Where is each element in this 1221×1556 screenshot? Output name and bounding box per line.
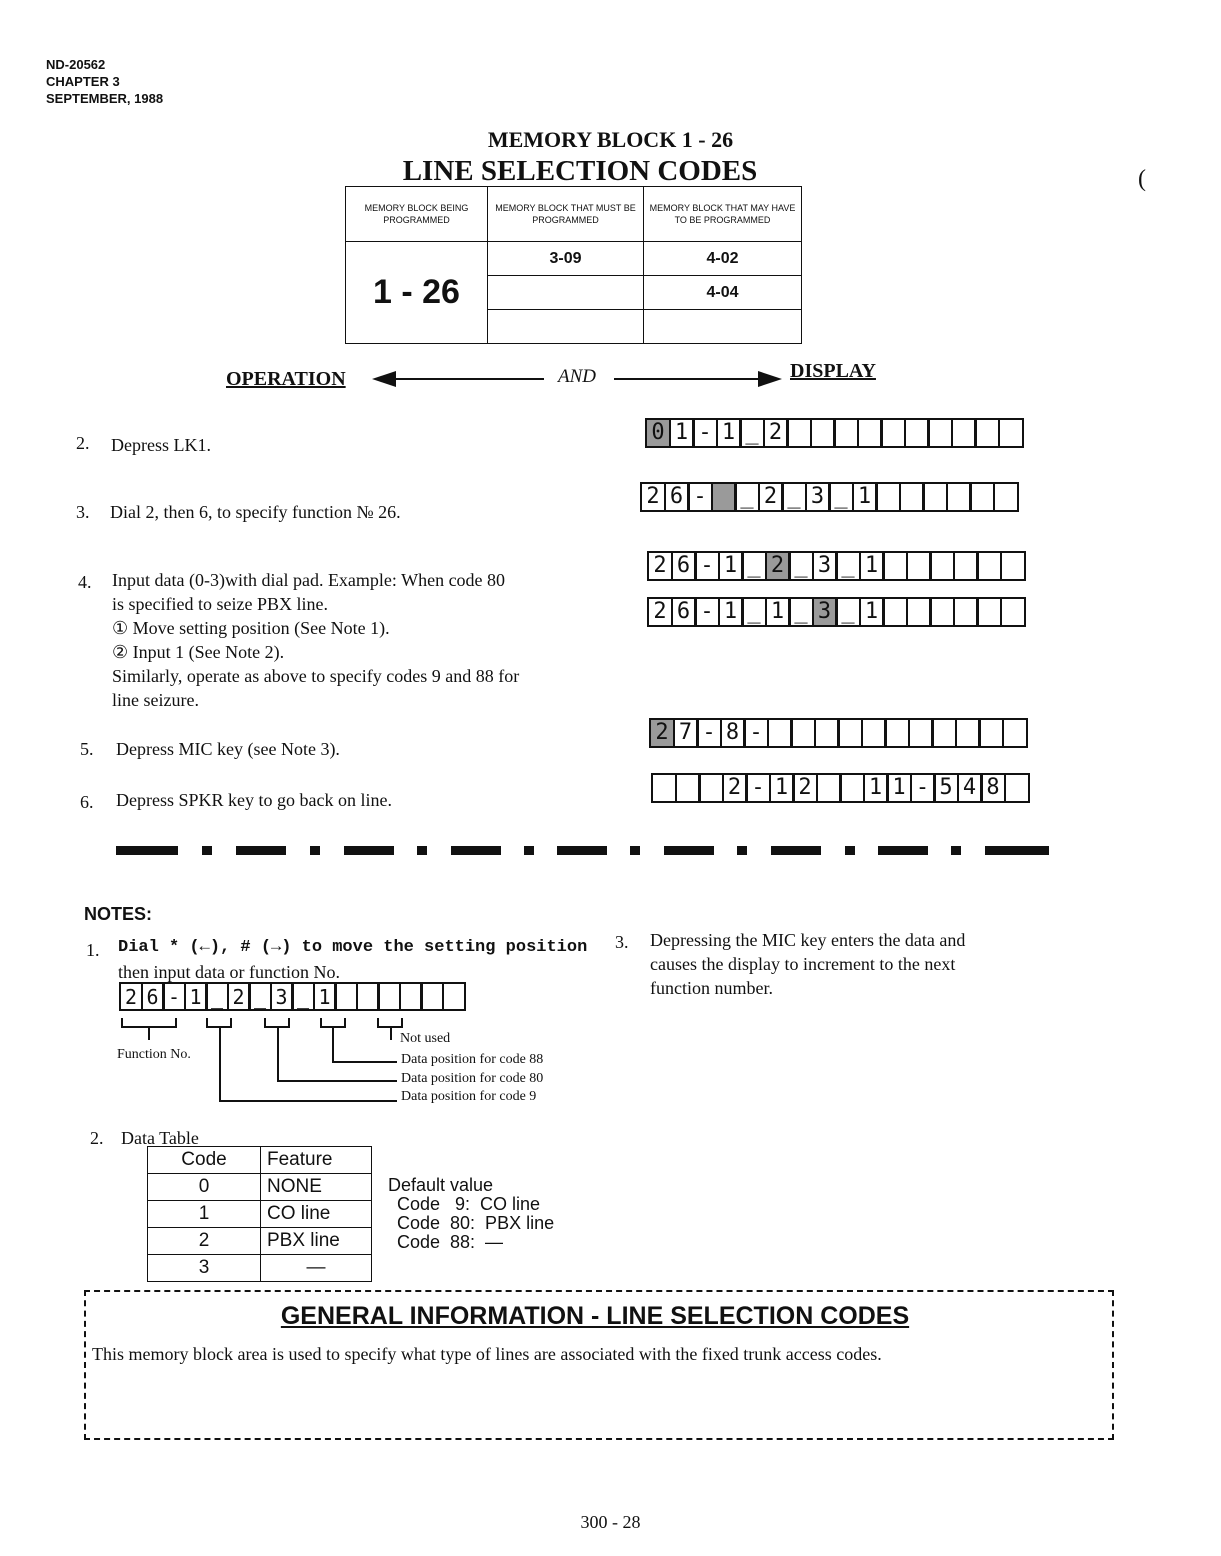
right-arrow-icon [758, 371, 782, 387]
lcd-cell: 2 [722, 773, 748, 803]
lcd-cell [837, 718, 863, 748]
lcd-display-step4a [647, 551, 1023, 581]
lcd-cell: 1 [718, 597, 744, 627]
doc-id: ND-20562 [46, 57, 106, 72]
table-row [148, 1201, 372, 1228]
code-cell: 3 [148, 1255, 261, 1282]
dash-dot [524, 846, 534, 855]
mb-col1-header: MEMORY BLOCK BEING PROGRAMMED [346, 187, 488, 242]
lcd-cell [442, 982, 466, 1011]
lcd-cell [904, 418, 930, 448]
lcd-cell [857, 418, 883, 448]
lcd-cell [931, 718, 957, 748]
lcd-cell: _ [291, 982, 315, 1011]
lcd-cell [839, 773, 865, 803]
dash-segment [664, 846, 714, 855]
lcd-cell: _ [788, 551, 814, 581]
lcd-cell: - [696, 718, 722, 748]
lcd-display-step4b [647, 597, 1023, 627]
note3-line3: function number. [650, 978, 773, 998]
lcd-cell [356, 982, 380, 1011]
lcd-cell [875, 482, 901, 512]
lcd-cell: 1 [718, 551, 744, 581]
step3-text: Dial 2, then 6, to specify function № 26. [110, 502, 401, 522]
lcd-cell: _ [739, 418, 765, 448]
lcd-cell [790, 718, 816, 748]
lcd-cell [882, 551, 908, 581]
lcd-cell: _ [828, 482, 854, 512]
dash-segment [344, 846, 394, 855]
lcd-cell: - [910, 773, 936, 803]
step4-text [112, 568, 519, 712]
step6-text: Depress SPKR key to go back on line. [116, 790, 392, 810]
label-data-pos-80: Data position for code 80 [401, 1071, 544, 1086]
dash-segment [771, 846, 821, 855]
data-table-header [148, 1147, 372, 1174]
lcd-cell [816, 773, 842, 803]
lcd-cell: _ [835, 597, 861, 627]
feature-cell: PBX line [261, 1228, 372, 1255]
lcd-cell [998, 418, 1024, 448]
lcd-cell [922, 482, 948, 512]
data-table-head-feature: Feature [261, 1147, 372, 1174]
display-label: DISPLAY [790, 360, 876, 382]
note2-title: Data Table [121, 1128, 199, 1148]
mb-may-3 [644, 310, 802, 344]
step4-line5: Similarly, operate as above to specify codes 9 and 88 for [112, 666, 520, 686]
title-memory-block: MEMORY BLOCK 1 - 26 [487, 127, 734, 152]
general-info-title: GENERAL INFORMATION - LINE SELECTION CODES [280, 1302, 910, 1330]
lcd-cell [976, 551, 1002, 581]
lcd-cell: _ [788, 597, 814, 627]
lcd-cell: 1 [313, 982, 337, 1011]
mb-must-1: 3-09 [488, 242, 644, 276]
mb-may-2: 4-04 [644, 276, 802, 310]
lcd-display-step2 [645, 418, 1021, 448]
lcd-cell: 6 [664, 482, 690, 512]
dash-segment [557, 846, 607, 855]
mb-block-value: 1 - 26 [346, 242, 488, 344]
mb-must-2 [488, 276, 644, 310]
step2-text: Depress LK1. [111, 435, 211, 455]
dash-dot [630, 846, 640, 855]
step4-line1: Input data (0-3)with dial pad. Example: When code 80 [112, 570, 506, 590]
lcd-cell: 1 [765, 597, 791, 627]
note3-line1: Depressing the MIC key enters the data and [650, 930, 966, 950]
code-cell: 2 [148, 1228, 261, 1255]
dash-dot [737, 846, 747, 855]
lcd-cell: - [743, 718, 769, 748]
lcd-cell: - [687, 482, 713, 512]
step4-line3: ① Move setting position (See Note 1). [112, 618, 390, 638]
doc-header [46, 56, 163, 107]
operation-label: OPERATION [226, 368, 346, 390]
lcd-cell: 2 [647, 597, 673, 627]
note3-text [650, 928, 965, 1000]
lcd-cell: _ [205, 982, 229, 1011]
general-info-body: This memory block area is used to specify what type of lines are associated with the fixed trunk access codes. [92, 1344, 882, 1364]
lcd-cell [861, 718, 887, 748]
lcd-cell: 7 [673, 718, 699, 748]
lcd-cell: 1 [859, 597, 885, 627]
lcd-cell [974, 418, 1000, 448]
lcd-cell [698, 773, 724, 803]
lcd-cell [978, 718, 1004, 748]
dash-segment [236, 846, 286, 855]
and-label: AND [558, 366, 596, 387]
lcd-cell [675, 773, 701, 803]
default-code88: Code 88: — [397, 1232, 504, 1252]
label-not-used: Not used [400, 1031, 451, 1046]
dash-segment [985, 846, 1049, 855]
step4-line6: line seizure. [112, 690, 199, 710]
lcd-cell: 6 [671, 551, 697, 581]
lcd-cell: 1 [859, 551, 885, 581]
lcd-cell: 3 [805, 482, 831, 512]
chapter: CHAPTER 3 [46, 74, 120, 89]
lcd-cell: 2 [763, 418, 789, 448]
lcd-cell [951, 418, 977, 448]
lcd-cell: 3 [812, 597, 838, 627]
default-title: Default value [388, 1175, 494, 1195]
step4-number: 4. [78, 572, 92, 592]
lcd-cell [399, 982, 423, 1011]
table-row [148, 1228, 372, 1255]
lcd-cell [953, 597, 979, 627]
lcd-cell: 2 [640, 482, 666, 512]
lcd-cell [767, 718, 793, 748]
data-table [147, 1146, 372, 1282]
lcd-cell: _ [248, 982, 272, 1011]
lcd-cell: 2 [765, 551, 791, 581]
table-row [148, 1255, 372, 1282]
step6-number: 6. [80, 792, 94, 812]
margin-paren: ( [1138, 166, 1146, 192]
lcd-cell: 1 [886, 773, 912, 803]
title-line-selection: LINE SELECTION CODES [402, 155, 758, 187]
note1-line1: Dial * (←), # (→) to move the setting position [118, 938, 588, 957]
lcd-cell [711, 482, 737, 512]
lcd-cell [906, 551, 932, 581]
lcd-display-step6 [651, 773, 1027, 803]
lcd-cell [884, 718, 910, 748]
step3-number: 3. [76, 502, 90, 522]
lcd-cell: 8 [720, 718, 746, 748]
memory-block-table [345, 186, 802, 344]
mb-col3-header: MEMORY BLOCK THAT MAY HAVE TO BE PROGRAMMED [644, 187, 802, 242]
feature-cell: — [261, 1255, 372, 1282]
lcd-cell [899, 482, 925, 512]
page-number: 300 - 28 [580, 1512, 641, 1532]
lcd-cell [882, 597, 908, 627]
step4-line4: ② Input 1 (See Note 2). [112, 642, 285, 662]
lcd-cell [833, 418, 859, 448]
lcd-cell: 2 [647, 551, 673, 581]
default-code9: Code 9: CO line [397, 1194, 541, 1214]
lcd-cell [786, 418, 812, 448]
feature-cell: NONE [261, 1174, 372, 1201]
lcd-cell: 1 [852, 482, 878, 512]
dash-segment [451, 846, 501, 855]
label-data-pos-9: Data position for code 9 [401, 1089, 537, 1104]
default-code80: Code 80: PBX line [397, 1213, 555, 1233]
lcd-cell [908, 718, 934, 748]
code-cell: 1 [148, 1201, 261, 1228]
lcd-cell: 1 [716, 418, 742, 448]
lcd-cell: 5 [933, 773, 959, 803]
lcd-cell: _ [741, 597, 767, 627]
lcd-cell: 2 [227, 982, 251, 1011]
default-values [388, 1176, 554, 1252]
lcd-cell [953, 551, 979, 581]
lcd-cell [420, 982, 444, 1011]
dash-segment [116, 846, 178, 855]
table-row [148, 1174, 372, 1201]
lcd-cell [810, 418, 836, 448]
doc-date: SEPTEMBER, 1988 [46, 91, 164, 106]
lcd-cell [906, 597, 932, 627]
mb-may-1: 4-02 [644, 242, 802, 276]
lcd-cell: 2 [792, 773, 818, 803]
lcd-cell: 8 [980, 773, 1006, 803]
lcd-cell: 6 [671, 597, 697, 627]
dash-dot [417, 846, 427, 855]
lcd-cell [969, 482, 995, 512]
feature-cell: CO line [261, 1201, 372, 1228]
lcd-cell: 1 [769, 773, 795, 803]
lcd-cell: _ [734, 482, 760, 512]
lcd-cell: 3 [270, 982, 294, 1011]
lcd-cell: 2 [758, 482, 784, 512]
lcd-cell: 3 [812, 551, 838, 581]
data-table-head-code: Code [148, 1147, 261, 1174]
code-cell: 0 [148, 1174, 261, 1201]
dash-dot [951, 846, 961, 855]
lcd-cell: - [162, 982, 186, 1011]
lcd-display-step5 [649, 718, 1025, 748]
lcd-cell: 4 [957, 773, 983, 803]
lcd-cell: _ [835, 551, 861, 581]
note1-line2: then input data or function No. [118, 962, 340, 982]
lcd-cell: 0 [645, 418, 671, 448]
step2-number: 2. [76, 433, 90, 453]
note3-line2: causes the display to increment to the next [650, 954, 956, 974]
mb-must-3 [488, 310, 644, 344]
lcd-cell [1000, 597, 1026, 627]
lcd-cell [929, 551, 955, 581]
lcd-cell: 1 [184, 982, 208, 1011]
lcd-cell: 6 [141, 982, 165, 1011]
lcd-display-step3 [640, 482, 1016, 512]
lcd-cell: - [745, 773, 771, 803]
left-arrow-line [392, 378, 544, 380]
label-data-pos-88: Data position for code 88 [401, 1052, 544, 1067]
lcd-cell: _ [741, 551, 767, 581]
lcd-display-note1 [119, 982, 463, 1011]
lcd-cell: 1 [669, 418, 695, 448]
lcd-cell [814, 718, 840, 748]
lcd-cell: - [694, 551, 720, 581]
lcd-cell [651, 773, 677, 803]
lcd-cell: 2 [119, 982, 143, 1011]
lcd-cell: _ [781, 482, 807, 512]
lcd-cell: 2 [649, 718, 675, 748]
dash-segment [878, 846, 928, 855]
lcd-cell: 1 [863, 773, 889, 803]
lcd-cell [1004, 773, 1030, 803]
note3-number: 3. [615, 932, 629, 952]
dash-dot [310, 846, 320, 855]
lcd-cell [955, 718, 981, 748]
note2-number: 2. [90, 1128, 104, 1148]
notes-heading: NOTES: [84, 904, 153, 924]
lcd-cell [1000, 551, 1026, 581]
note1-text [118, 936, 587, 984]
note1-number: 1. [86, 940, 100, 960]
lcd-cell: - [694, 597, 720, 627]
lcd-cell [880, 418, 906, 448]
lcd-cell [377, 982, 401, 1011]
lcd-cell [993, 482, 1019, 512]
mb-col2-header: MEMORY BLOCK THAT MUST BE PROGRAMMED [488, 187, 644, 242]
lcd-cell [976, 597, 1002, 627]
lcd-cell [946, 482, 972, 512]
lcd-cell [334, 982, 358, 1011]
lcd-cell [929, 597, 955, 627]
right-arrow-line [614, 378, 764, 380]
lcd-cell [927, 418, 953, 448]
lcd-cell [1002, 718, 1028, 748]
dash-dot [845, 846, 855, 855]
lcd-cell: - [692, 418, 718, 448]
step4-line2: is specified to seize PBX line. [112, 594, 328, 614]
label-function-no: Function No. [117, 1047, 191, 1062]
step5-text: Depress MIC key (see Note 3). [116, 739, 340, 759]
step5-number: 5. [80, 739, 94, 759]
dash-dot [202, 846, 212, 855]
